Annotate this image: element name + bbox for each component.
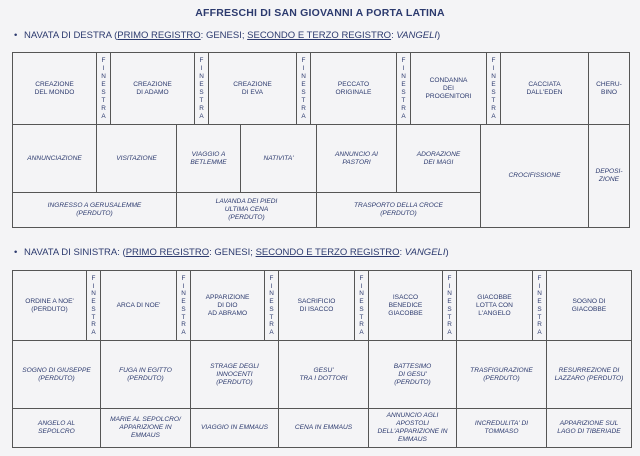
- cell: ORDINE A NOE' (PERDUTO): [13, 271, 87, 341]
- cell: CREAZIONE DI EVA: [209, 53, 297, 125]
- cell: SOGNO DI GIACOBBE: [547, 271, 631, 341]
- cell: ANNUNCIO AI PASTORI: [317, 125, 397, 193]
- section-heading-destra: • NAVATA DI DESTRA (PRIMO REGISTRO: GENESI; SECONDO E TERZO REGISTRO: VANGELI): [14, 30, 441, 41]
- cell: APPARIZIONE SUL LAGO DI TIBERIADE: [557, 420, 621, 435]
- finestra-label: F I N E S T R A: [195, 53, 209, 125]
- cell: CHERU- BINO: [589, 53, 629, 125]
- finestra-label: F I N E S T R A: [355, 271, 369, 341]
- cell: VISITAZIONE: [97, 125, 177, 193]
- cell: BATTESIMO DI GESU' (PERDUTO): [369, 341, 457, 409]
- cell: ARCA DI NOE': [101, 271, 177, 341]
- cell: CONDANNA DEI PROGENITORI: [411, 53, 487, 125]
- cell: GIACOBBE LOTTA CON L'ANGELO: [457, 271, 533, 341]
- cell: ANGELO AL SEPOLCRO: [13, 409, 101, 447]
- table-sinistra: [12, 270, 632, 448]
- cell: TRASPORTO DELLA CROCE (PERDUTO): [317, 193, 481, 227]
- finestra-label: F I N E S T R A: [177, 271, 191, 341]
- finestra-label: F I N E S T R A: [487, 53, 501, 125]
- finestra-label: F I N E S T R A: [87, 271, 101, 341]
- cell: CACCIATA DALL'EDEN: [501, 53, 589, 125]
- finestra-label: F I N E S T R A: [297, 53, 311, 125]
- cell: MARIE AL SEPOLCRO/ APPARIZIONE IN EMMAUS: [101, 409, 191, 447]
- cell: ANNUNCIAZIONE: [13, 125, 97, 193]
- finestra-label: F I N E S T R A: [443, 271, 457, 341]
- cell: VIAGGIO A BETLEMME: [177, 125, 241, 193]
- page-title: AFFRESCHI DI SAN GIOVANNI A PORTA LATINA: [195, 7, 445, 19]
- cell: INGRESSO A GERUSALEMME (PERDUTO): [13, 193, 177, 227]
- finestra-label: F I N E S T R A: [397, 53, 411, 125]
- cell: TRASFIGURAZIONE (PERDUTO): [457, 341, 547, 409]
- finestra-label: F I N E S T R A: [533, 271, 547, 341]
- finestra-label: F I N E S T R A: [97, 53, 111, 125]
- cell: ADORAZIONE DEI MAGI: [397, 125, 481, 193]
- finestra-label: F I N E S T R A: [265, 271, 279, 341]
- cell: ANNUNCIO AGLI APOSTOLI DELL'APPARIZIONE IN EMMAUS: [369, 409, 457, 447]
- cell: VIAGGIO IN EMMAUS: [191, 409, 279, 447]
- cell: CREAZIONE DI ADAMO: [111, 53, 195, 125]
- cell: PECCATO ORIGINALE: [311, 53, 397, 125]
- table-destra: [12, 52, 630, 228]
- cell-crocifissione: CROCIFISSIONE: [481, 125, 589, 227]
- section-heading-sinistra: • NAVATA DI SINISTRA: (PRIMO REGISTRO: GENESI; SECONDO E TERZO REGISTRO: VANGELI): [14, 247, 449, 258]
- cell: NATIVITA': [241, 125, 317, 193]
- cell: SACRIFICIO DI ISACCO: [279, 271, 355, 341]
- bullet-icon: •: [14, 30, 18, 41]
- cell: RESURREZIONE DI LAZZARO (PERDUTO): [547, 341, 631, 409]
- bullet-icon: •: [14, 247, 18, 258]
- cell: SOGNO DI GIUSEPPE (PERDUTO): [13, 341, 101, 409]
- cell: GESU' TRA I DOTTORI: [279, 341, 369, 409]
- cell: LAVANDA DEI PIEDI ULTIMA CENA (PERDUTO): [177, 193, 317, 227]
- cell: FUGA IN EGITTO (PERDUTO): [101, 341, 191, 409]
- cell: APPARIZIONE DI DIO AD ABRAMO: [191, 271, 265, 341]
- cell: CENA IN EMMAUS: [279, 409, 369, 447]
- cell: ISACCO BENEDICE GIACOBBE: [369, 271, 443, 341]
- cell: STRAGE DEGLI INNOCENTI (PERDUTO): [191, 341, 279, 409]
- cell: INCREDULITA' DI TOMMASO: [457, 409, 547, 447]
- cell: CREAZIONE DEL MONDO: [13, 53, 97, 125]
- cell-deposizione: DEPOSI- ZIONE: [595, 168, 623, 183]
